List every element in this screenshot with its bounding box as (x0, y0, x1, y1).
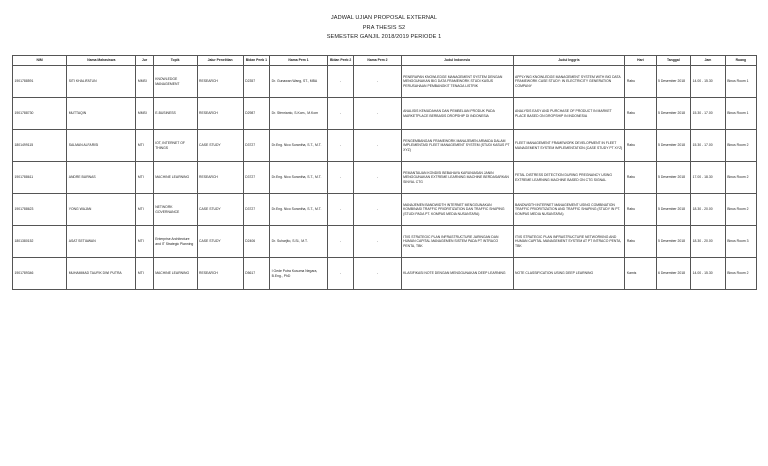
cell-nim: 1801499115 (13, 130, 67, 162)
cell-ruang: Binus Room 2 (725, 258, 756, 290)
col-header-nama-pem-1: Nama Pem 1 (270, 56, 328, 66)
cell-pem1: Dr.Eng. Nico Surantha, S.T., M.T. (270, 194, 328, 226)
cell-hari: Rabu (625, 130, 656, 162)
cell-judul-inggris: FLEET MANAGEMENT FRAMEWORK DEVELOPMENT IN FLEET MANAGEMENT SYSTEM IMPLEMENTATION (CASE STUDY PT XYZ) (513, 130, 625, 162)
col-header-jalur: Jalur Penelitian (197, 56, 243, 66)
col-header-bidan-peeb-1: Bidan Peeb 1 (243, 56, 270, 66)
cell-bp2: - (327, 194, 354, 226)
cell-jalur: RESEARCH (197, 162, 243, 194)
cell-bp1: D3727 (243, 162, 270, 194)
cell-jalur: RESEARCH (197, 66, 243, 98)
cell-pem2: - (354, 194, 401, 226)
cell-pem2: - (354, 66, 401, 98)
schedule-table (12, 55, 757, 290)
title-line-2: PRA THESIS S2 (362, 24, 406, 31)
col-header-ruang: Ruang (725, 56, 756, 66)
cell-jur: MTI (136, 194, 153, 226)
table-row (13, 258, 757, 290)
cell-jalur: CASE STUDY (197, 130, 243, 162)
cell-tanggal: 5 Desember 2018 (656, 130, 691, 162)
cell-bp1: D2357 (243, 66, 270, 98)
cell-judul-indonesia: ANALISIS KEMUDAHAN DAN PEMBELIAN PRODUK PADA MARKETPLACE BERBASIS DROPSHIP DI INDONESIA (401, 98, 513, 130)
cell-nim: 1901788611 (13, 162, 67, 194)
cell-judul-inggris: ANALYSIS EASY AND PURCHASE OF PRODUCT IN MARKET PLACE BASED ON DROPSHIP IN INDONESIA (513, 98, 625, 130)
col-header-judul-indonesia: Judul Indonesia (401, 56, 513, 66)
cell-nim: 1901789346 (13, 258, 67, 290)
cell-pem2: - (354, 226, 401, 258)
cell-jur: MTI (136, 162, 153, 194)
cell-ruang: Binus Room 2 (725, 194, 756, 226)
col-header-jam: Jam (691, 56, 726, 66)
cell-pem2: - (354, 162, 401, 194)
cell-hari: Rabu (625, 162, 656, 194)
cell-jalur: RESEARCH (197, 98, 243, 130)
cell-bp2: - (327, 66, 354, 98)
col-header-judul-inggris: Judul Inggris (513, 56, 625, 66)
cell-bp2: - (327, 98, 354, 130)
cell-bp1: D5617 (243, 258, 270, 290)
cell-topik: IOT, INTERNET OF THINGS (153, 130, 197, 162)
cell-judul-indonesia: IT/IS STRATEGIC PLAN INFRASTRUCTURE JARINGAN DAN HUMAN CAPITAL MANAGEMEN SISTEM PADA PT INTRACO PENTA, TBK (401, 226, 513, 258)
cell-ruang: Binus Room 2 (725, 162, 756, 194)
cell-judul-inggris: BANDWIDTH INTERNET MANAGEMENT USING COMBINATION TRAFFIC PRIORITIZATION AND TRAFFIC SHAPING (STUDY IN PT. KOMPAS MEDIA NUSANTARA) (513, 194, 625, 226)
cell-nim: 1901788623 (13, 194, 67, 226)
cell-bp2: - (327, 162, 354, 194)
cell-judul-inggris: IT/IS STRATEGIC PLAN INFRASTRUCTURE NETWORKING AND HUMAN CAPITAL MANAGEMENT SYSTEM AT PT INTRACO PENTA, TBK (513, 226, 625, 258)
page-header (0, 14, 768, 43)
cell-jam: 14.00 - 15.30 (691, 66, 726, 98)
cell-bp1: D3727 (243, 130, 270, 162)
cell-nama: YONG WAJAN (67, 194, 136, 226)
cell-bp1: D2406 (243, 226, 270, 258)
cell-jam: 17.00 - 18.30 (691, 162, 726, 194)
cell-pem2: - (354, 130, 401, 162)
cell-ruang: Binus Room 1 (725, 66, 756, 98)
cell-nim: 1901788591 (13, 66, 67, 98)
cell-judul-inggris: APPLYING KNOWLEDGE MANAGEMENT SYSTEM WITH BIG DATA FRAMEWORK CASE STUDY: IN ELECTRICITY GENERATION COMPANY (513, 66, 625, 98)
cell-judul-indonesia: KLASIFIKASI NOTE DENGAN MENGGUNAKAN DEEP LEARNING (401, 258, 513, 290)
col-header-hari: Hari (625, 56, 656, 66)
cell-tanggal: 5 Desember 2018 (656, 66, 691, 98)
col-header-tanggal: Tanggal (656, 56, 691, 66)
cell-jam: 18.30 - 20.00 (691, 194, 726, 226)
cell-topik: MACHINE LEARNING (153, 162, 197, 194)
cell-jur: MTI (136, 130, 153, 162)
table-header-row (13, 56, 757, 66)
cell-bp2: - (327, 130, 354, 162)
cell-jur: MMSI (136, 66, 153, 98)
cell-topik: KNOWLEDGE MANAGEMENT (153, 66, 197, 98)
cell-hari: Rabu (625, 226, 656, 258)
cell-ruang: Binus Room 3 (725, 226, 756, 258)
table-row (13, 130, 757, 162)
cell-nama: ANDRE BURNAS (67, 162, 136, 194)
cell-hari: Rabu (625, 66, 656, 98)
cell-nim: 1801380152 (13, 226, 67, 258)
cell-ruang: Binus Room 1 (725, 98, 756, 130)
col-header-jur: Jur (136, 56, 153, 66)
title-line-3: SEMESTER GANJIL 2018/2019 PERIODE 1 (326, 34, 442, 40)
cell-jam: 15.30 - 17.00 (691, 98, 726, 130)
cell-tanggal: 6 Desember 2018 (656, 258, 691, 290)
cell-pem1: I Gede Putra Kusuma Negara, B.Eng., PhD (270, 258, 328, 290)
cell-topik: E-BUSINESS (153, 98, 197, 130)
cell-tanggal: 5 Desember 2018 (656, 162, 691, 194)
table-row (13, 194, 757, 226)
cell-tanggal: 5 Desember 2018 (656, 98, 691, 130)
table-row (13, 66, 757, 98)
cell-hari: Rabu (625, 98, 656, 130)
cell-topik: NETWORK GOVERNANCE (153, 194, 197, 226)
cell-judul-indonesia: PENERAPAN KNOWLEDGE MANAGEMENT SYSTEM DENGAN MENGGUNAKAN BIG DATA FRAMEWORK STUDI KASUS PERUSAHAAN PEMBANGKIT TENAGA LISTRIK (401, 66, 513, 98)
col-header-nama: Nama Mahasiswa (67, 56, 136, 66)
cell-tanggal: 5 Desember 2018 (656, 226, 691, 258)
cell-nama: SALMAN ALFARISI (67, 130, 136, 162)
cell-jur: MTI (136, 258, 153, 290)
cell-judul-inggris: NOTE CLASSIFICATION USING DEEP LEARNING (513, 258, 625, 290)
cell-jalur: CASE STUDY (197, 226, 243, 258)
col-header-topik: Topik (153, 56, 197, 66)
cell-bp2: - (327, 226, 354, 258)
cell-jalur: CASE STUDY (197, 194, 243, 226)
cell-jalur: RESEARCH (197, 258, 243, 290)
cell-bp2: - (327, 258, 354, 290)
cell-tanggal: 5 Desember 2018 (656, 194, 691, 226)
table-row (13, 226, 757, 258)
cell-pem2: - (354, 98, 401, 130)
cell-judul-indonesia: PENGEMBANGAN FRAMEWORK MANAJEMEN ARMADA DALAM IMPLEMENTASI FLEET MANAGEMENT SYSTEM (STUDI KASUS PT XYZ) (401, 130, 513, 162)
table-row (13, 162, 757, 194)
cell-nama: ASAT SETIAWAN (67, 226, 136, 258)
cell-pem1: Dr.Eng. Nico Surantha, S.T., M.T. (270, 130, 328, 162)
cell-topik: MACHINE LEARNING (153, 258, 197, 290)
cell-hari: Rabu (625, 194, 656, 226)
cell-pem2: - (354, 258, 401, 290)
cell-judul-inggris: FETAL DISTRESS DETECTION DURING PREGNANCY USING EXTREME LEARNING MACHINE BASED ON CTG SIGNAL (513, 162, 625, 194)
cell-bp1: D3727 (243, 194, 270, 226)
title-line-1: JADWAL UJIAN PROPOSAL EXTERNAL (330, 15, 438, 21)
cell-pem1: Dr. Sfenrianto, S.Kom., M.Kom (270, 98, 328, 130)
cell-topik: Enterprise Architecture and IT Strategic Planning (153, 226, 197, 258)
cell-jam: 15.30 - 17.00 (691, 130, 726, 162)
cell-pem1: Dr.Eng. Nico Surantha, S.T., M.T. (270, 162, 328, 194)
cell-jur: MTI (136, 226, 153, 258)
col-header-nim: NIM (13, 56, 67, 66)
cell-judul-indonesia: MANAJEMEN BANDWIDTH INTERNET MENGGUNAKAN KOMBINASI TRAFFIC PRIORITIZATION DAN TRAFFIC SHAPING (STUDI PADA PT. KOMPAS MEDIA NUSANTARA) (401, 194, 513, 226)
cell-jam: 18.30 - 20.00 (691, 226, 726, 258)
table-row (13, 98, 757, 130)
cell-nim: 1901788730 (13, 98, 67, 130)
cell-nama: SITI KHALIFATUN (67, 66, 136, 98)
cell-jam: 14.00 - 15.30 (691, 258, 726, 290)
cell-pem1: Dr. Suharjito, S.Si., M.T. (270, 226, 328, 258)
col-header-bidan-peeb-2: Bidan Peeb 2 (327, 56, 354, 66)
cell-ruang: Binus Room 2 (725, 130, 756, 162)
col-header-nama-pem-2: Nama Pem 2 (354, 56, 401, 66)
cell-judul-indonesia: PEMANTAUAN KONDISI BEBAHAYA KARUNIASAN JANIN MENGGUNAKAN EXTREME LEARNING MACHINE BERDASARKAN SINYAL CTG (401, 162, 513, 194)
cell-hari: Kamis (625, 258, 656, 290)
cell-pem1: Dr. Gunawan Wang, ST., MBA (270, 66, 328, 98)
cell-bp1: D2987 (243, 98, 270, 130)
cell-nama: MUTTAQIN (67, 98, 136, 130)
cell-nama: MUHAMMAD TAUFIK DWI PUTRA (67, 258, 136, 290)
cell-jur: MMSI (136, 98, 153, 130)
